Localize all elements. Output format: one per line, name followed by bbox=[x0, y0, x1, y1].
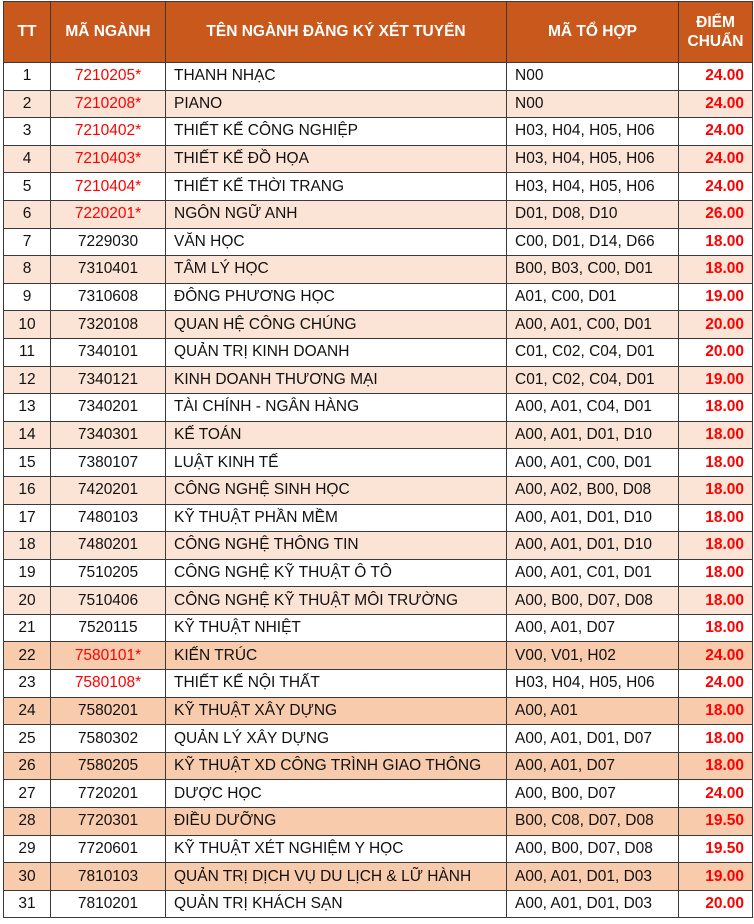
cell-name: NGÔN NGỮ ANH bbox=[166, 200, 507, 228]
cell-tt: 15 bbox=[4, 449, 51, 477]
cell-tt: 20 bbox=[4, 587, 51, 615]
cell-combo: A00, A01, D01, D03 bbox=[507, 890, 679, 918]
table-row bbox=[4, 808, 753, 836]
cell-code: 7310608 bbox=[51, 283, 166, 311]
cell-code: 7510406 bbox=[51, 587, 166, 615]
cell-score: 24.00 bbox=[679, 118, 753, 146]
cell-name: TÂM LÝ HỌC bbox=[166, 256, 507, 284]
cell-code: 7510205 bbox=[51, 559, 166, 587]
cell-code: 7720601 bbox=[51, 835, 166, 863]
cell-tt: 7 bbox=[4, 228, 51, 256]
cell-code: 7720201 bbox=[51, 780, 166, 808]
header-code: MÃ NGÀNH bbox=[51, 2, 166, 63]
cell-name: ĐÔNG PHƯƠNG HỌC bbox=[166, 283, 507, 311]
cell-tt: 10 bbox=[4, 311, 51, 339]
cell-combo: A00, B00, D07, D08 bbox=[507, 835, 679, 863]
cell-code: 7480103 bbox=[51, 504, 166, 532]
cell-score: 24.00 bbox=[679, 145, 753, 173]
cell-tt: 16 bbox=[4, 476, 51, 504]
cell-code: 7420201 bbox=[51, 476, 166, 504]
cell-score: 24.00 bbox=[679, 63, 753, 91]
cell-combo: B00, B03, C00, D01 bbox=[507, 256, 679, 284]
cell-code: 7340101 bbox=[51, 338, 166, 366]
cell-score: 18.00 bbox=[679, 697, 753, 725]
table-header-row bbox=[4, 2, 753, 63]
cell-score: 18.00 bbox=[679, 587, 753, 615]
cell-score: 20.00 bbox=[679, 890, 753, 918]
cell-tt: 30 bbox=[4, 863, 51, 891]
cell-code: 7580108* bbox=[51, 670, 166, 698]
cell-combo: C00, D01, D14, D66 bbox=[507, 228, 679, 256]
cell-score: 19.50 bbox=[679, 835, 753, 863]
cell-combo: A00, A01, D01, D10 bbox=[507, 421, 679, 449]
cell-combo: A00, A01, D07 bbox=[507, 752, 679, 780]
cell-score: 18.00 bbox=[679, 614, 753, 642]
table-row bbox=[4, 504, 753, 532]
table-row bbox=[4, 283, 753, 311]
table-row bbox=[4, 642, 753, 670]
cell-code: 7320108 bbox=[51, 311, 166, 339]
header-score-line2: CHUẨN bbox=[687, 33, 744, 50]
cell-code: 7310401 bbox=[51, 256, 166, 284]
cell-name: QUẢN TRỊ KHÁCH SẠN bbox=[166, 890, 507, 918]
cell-name: CÔNG NGHỆ THÔNG TIN bbox=[166, 532, 507, 560]
table-row bbox=[4, 200, 753, 228]
table-row bbox=[4, 559, 753, 587]
cell-tt: 4 bbox=[4, 145, 51, 173]
cell-score: 18.00 bbox=[679, 228, 753, 256]
cell-name: KỸ THUẬT PHẦN MỀM bbox=[166, 504, 507, 532]
cell-name: THIẾT KẾ THỜI TRANG bbox=[166, 173, 507, 201]
cell-name: KỸ THUẬT NHIỆT bbox=[166, 614, 507, 642]
table-row bbox=[4, 614, 753, 642]
cell-name: TÀI CHÍNH - NGÂN HÀNG bbox=[166, 394, 507, 422]
cell-code: 7210205* bbox=[51, 63, 166, 91]
cell-combo: A01, C00, D01 bbox=[507, 283, 679, 311]
cell-tt: 31 bbox=[4, 890, 51, 918]
cell-tt: 9 bbox=[4, 283, 51, 311]
cell-name: THANH NHẠC bbox=[166, 63, 507, 91]
table-row bbox=[4, 449, 753, 477]
cell-score: 18.00 bbox=[679, 394, 753, 422]
cell-score: 24.00 bbox=[679, 173, 753, 201]
cell-code: 7810103 bbox=[51, 863, 166, 891]
cell-combo: N00 bbox=[507, 90, 679, 118]
cell-score: 20.00 bbox=[679, 338, 753, 366]
cell-name: QUAN HỆ CÔNG CHÚNG bbox=[166, 311, 507, 339]
cell-name: THIẾT KẾ ĐỒ HỌA bbox=[166, 145, 507, 173]
cell-tt: 19 bbox=[4, 559, 51, 587]
cell-tt: 11 bbox=[4, 338, 51, 366]
cell-name: PIANO bbox=[166, 90, 507, 118]
cell-name: KIẾN TRÚC bbox=[166, 642, 507, 670]
cell-score: 18.00 bbox=[679, 449, 753, 477]
table-row bbox=[4, 421, 753, 449]
header-score-line1: ĐIỂM bbox=[696, 14, 735, 31]
cell-name: KỸ THUẬT XÉT NGHIỆM Y HỌC bbox=[166, 835, 507, 863]
cell-name: CÔNG NGHỆ SINH HỌC bbox=[166, 476, 507, 504]
cell-score: 19.50 bbox=[679, 808, 753, 836]
table-row bbox=[4, 256, 753, 284]
cell-code: 7210208* bbox=[51, 90, 166, 118]
cell-tt: 25 bbox=[4, 725, 51, 753]
cell-tt: 28 bbox=[4, 808, 51, 836]
cell-name: THIẾT KẾ NỘI THẤT bbox=[166, 670, 507, 698]
cell-tt: 14 bbox=[4, 421, 51, 449]
cell-tt: 17 bbox=[4, 504, 51, 532]
cell-combo: D01, D08, D10 bbox=[507, 200, 679, 228]
cell-code: 7720301 bbox=[51, 808, 166, 836]
table-row bbox=[4, 697, 753, 725]
table-row bbox=[4, 118, 753, 146]
cell-score: 18.00 bbox=[679, 532, 753, 560]
cell-code: 7520115 bbox=[51, 614, 166, 642]
header-combo: MÃ TỔ HỢP bbox=[507, 2, 679, 63]
cell-code: 7340121 bbox=[51, 366, 166, 394]
cell-tt: 13 bbox=[4, 394, 51, 422]
cell-name: QUẢN TRỊ DỊCH VỤ DU LỊCH & LỮ HÀNH bbox=[166, 863, 507, 891]
table-row bbox=[4, 835, 753, 863]
cell-tt: 29 bbox=[4, 835, 51, 863]
cell-combo: H03, H04, H05, H06 bbox=[507, 118, 679, 146]
table-row bbox=[4, 890, 753, 918]
table-body bbox=[4, 63, 753, 918]
header-tt: TT bbox=[4, 2, 51, 63]
cell-code: 7580101* bbox=[51, 642, 166, 670]
cell-score: 26.00 bbox=[679, 200, 753, 228]
cell-name: KỸ THUẬT XÂY DỰNG bbox=[166, 697, 507, 725]
cell-name: QUẢN LÝ XÂY DỰNG bbox=[166, 725, 507, 753]
cell-combo: A00, B00, D07 bbox=[507, 780, 679, 808]
cell-name: KINH DOANH THƯƠNG MẠI bbox=[166, 366, 507, 394]
cell-code: 7380107 bbox=[51, 449, 166, 477]
cell-tt: 6 bbox=[4, 200, 51, 228]
cell-score: 18.00 bbox=[679, 256, 753, 284]
cell-combo: B00, C08, D07, D08 bbox=[507, 808, 679, 836]
table-row bbox=[4, 145, 753, 173]
cell-code: 7220201* bbox=[51, 200, 166, 228]
cell-score: 19.00 bbox=[679, 863, 753, 891]
cell-name: QUẢN TRỊ KINH DOANH bbox=[166, 338, 507, 366]
cell-tt: 26 bbox=[4, 752, 51, 780]
cell-score: 18.00 bbox=[679, 725, 753, 753]
cell-name: CÔNG NGHỆ KỸ THUẬT MÔI TRƯỜNG bbox=[166, 587, 507, 615]
cell-code: 7580201 bbox=[51, 697, 166, 725]
cell-tt: 3 bbox=[4, 118, 51, 146]
cell-combo: A00, A01, C00, D01 bbox=[507, 311, 679, 339]
table-row bbox=[4, 228, 753, 256]
table-row bbox=[4, 863, 753, 891]
cell-name: KỸ THUẬT XD CÔNG TRÌNH GIAO THÔNG bbox=[166, 752, 507, 780]
cell-combo: H03, H04, H05, H06 bbox=[507, 145, 679, 173]
cell-name: LUẬT KINH TẾ bbox=[166, 449, 507, 477]
cell-name: DƯỢC HỌC bbox=[166, 780, 507, 808]
table-row bbox=[4, 752, 753, 780]
cell-score: 24.00 bbox=[679, 670, 753, 698]
cell-code: 7340301 bbox=[51, 421, 166, 449]
cell-code: 7480201 bbox=[51, 532, 166, 560]
cell-score: 24.00 bbox=[679, 780, 753, 808]
header-score bbox=[679, 2, 753, 63]
cell-combo: H03, H04, H05, H06 bbox=[507, 173, 679, 201]
cell-tt: 21 bbox=[4, 614, 51, 642]
cell-code: 7210403* bbox=[51, 145, 166, 173]
cell-tt: 27 bbox=[4, 780, 51, 808]
cell-score: 24.00 bbox=[679, 90, 753, 118]
cell-combo: A00, A01, D01, D07 bbox=[507, 725, 679, 753]
table-row bbox=[4, 780, 753, 808]
cell-score: 20.00 bbox=[679, 311, 753, 339]
cell-combo: A00, A01, D07 bbox=[507, 614, 679, 642]
cell-score: 18.00 bbox=[679, 421, 753, 449]
cell-name: THIẾT KẾ CÔNG NGHIỆP bbox=[166, 118, 507, 146]
cell-score: 18.00 bbox=[679, 476, 753, 504]
table-row bbox=[4, 532, 753, 560]
table-row bbox=[4, 366, 753, 394]
table-row bbox=[4, 670, 753, 698]
table-row bbox=[4, 63, 753, 91]
table-row bbox=[4, 311, 753, 339]
cell-combo: H03, H04, H05, H06 bbox=[507, 670, 679, 698]
cell-combo: N00 bbox=[507, 63, 679, 91]
cell-combo: A00, A01, C00, D01 bbox=[507, 449, 679, 477]
cell-code: 7580302 bbox=[51, 725, 166, 753]
cell-name: CÔNG NGHỆ KỸ THUẬT Ô TÔ bbox=[166, 559, 507, 587]
header-name: TÊN NGÀNH ĐĂNG KÝ XÉT TUYỂN bbox=[166, 2, 507, 63]
cell-combo: V00, V01, H02 bbox=[507, 642, 679, 670]
cell-tt: 1 bbox=[4, 63, 51, 91]
cell-combo: C01, C02, C04, D01 bbox=[507, 338, 679, 366]
cell-tt: 5 bbox=[4, 173, 51, 201]
table-row bbox=[4, 173, 753, 201]
cell-score: 24.00 bbox=[679, 642, 753, 670]
cell-tt: 23 bbox=[4, 670, 51, 698]
cell-combo: A00, A01, C01, D01 bbox=[507, 559, 679, 587]
cell-code: 7810201 bbox=[51, 890, 166, 918]
table-row bbox=[4, 394, 753, 422]
table-row bbox=[4, 90, 753, 118]
table-row bbox=[4, 587, 753, 615]
cell-combo: A00, B00, D07, D08 bbox=[507, 587, 679, 615]
cell-combo: C01, C02, C04, D01 bbox=[507, 366, 679, 394]
cell-tt: 18 bbox=[4, 532, 51, 560]
cell-score: 18.00 bbox=[679, 559, 753, 587]
cell-code: 7580205 bbox=[51, 752, 166, 780]
cell-combo: A00, A01, D01, D03 bbox=[507, 863, 679, 891]
table-row bbox=[4, 338, 753, 366]
cell-tt: 24 bbox=[4, 697, 51, 725]
cell-combo: A00, A01 bbox=[507, 697, 679, 725]
cell-tt: 8 bbox=[4, 256, 51, 284]
cell-code: 7210402* bbox=[51, 118, 166, 146]
cell-code: 7210404* bbox=[51, 173, 166, 201]
admission-score-table bbox=[3, 1, 753, 918]
table-row bbox=[4, 476, 753, 504]
cell-name: KẾ TOÁN bbox=[166, 421, 507, 449]
cell-name: VĂN HỌC bbox=[166, 228, 507, 256]
cell-score: 19.00 bbox=[679, 283, 753, 311]
cell-score: 18.00 bbox=[679, 504, 753, 532]
cell-combo: A00, A01, D01, D10 bbox=[507, 532, 679, 560]
cell-tt: 22 bbox=[4, 642, 51, 670]
cell-score: 19.00 bbox=[679, 366, 753, 394]
cell-tt: 12 bbox=[4, 366, 51, 394]
cell-combo: A00, A01, D01, D10 bbox=[507, 504, 679, 532]
table-row bbox=[4, 725, 753, 753]
cell-combo: A00, A02, B00, D08 bbox=[507, 476, 679, 504]
cell-code: 7229030 bbox=[51, 228, 166, 256]
cell-tt: 2 bbox=[4, 90, 51, 118]
cell-code: 7340201 bbox=[51, 394, 166, 422]
cell-combo: A00, A01, C04, D01 bbox=[507, 394, 679, 422]
cell-score: 18.00 bbox=[679, 752, 753, 780]
cell-name: ĐIỀU DƯỠNG bbox=[166, 808, 507, 836]
